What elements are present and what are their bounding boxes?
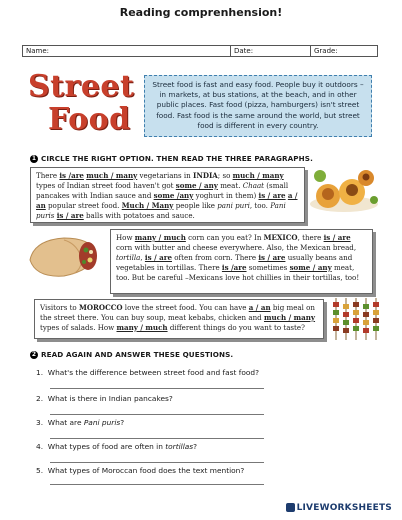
p3-text: Visitors to — [40, 303, 79, 312]
p2-text: , there — [297, 233, 324, 242]
country-india: INDIA — [193, 171, 218, 180]
term-pani-puris: Pani puris — [36, 200, 286, 220]
option-is-are[interactable]: is / are — [323, 233, 351, 242]
page-title: Reading comprenhension! — [119, 6, 283, 19]
answer-line-5[interactable] — [50, 484, 264, 485]
option-is-are[interactable]: is / are — [56, 210, 84, 220]
option-some-any[interactable]: some / any — [289, 262, 332, 272]
question-number: 4. — [36, 442, 44, 451]
p2-text: , — [140, 252, 145, 262]
date-field[interactable]: Date: — [231, 46, 311, 56]
question-3 — [36, 418, 124, 427]
p1-text: (small pancakes with Indian sauce and — [36, 180, 289, 200]
question-2 — [36, 394, 173, 403]
question-term: Pani puris — [83, 418, 121, 427]
p2-text: often from corn. There — [172, 252, 259, 262]
p2-text: meat, too. But be careful –Mexicans love hot chillies in their tortillas, too! — [116, 262, 360, 282]
p1-text: ; so — [217, 171, 233, 180]
question-5 — [36, 466, 244, 475]
p3-text: types of salads. How — [40, 322, 117, 332]
paragraph-mexico — [110, 229, 373, 294]
paragraph-india — [30, 167, 305, 223]
question-number: 5. — [36, 466, 44, 475]
p2-text: corn can you eat? In — [185, 233, 264, 242]
section1-heading — [30, 154, 313, 163]
p1-text: people like — [173, 200, 218, 210]
question-number: 1. — [36, 368, 44, 377]
liveworksheets-logo — [286, 503, 392, 513]
question-number: 3. — [36, 418, 44, 427]
option-much-many[interactable]: much / many — [263, 312, 316, 322]
p2-text: corn with butter and cheese everywhere. Also, the Mexican bread, — [116, 242, 357, 252]
option-much-many[interactable]: much / many — [232, 171, 284, 180]
p3-text: big meal on the street there. You can buy soup, meat kebabs, chicken and — [40, 303, 316, 322]
option-many-much[interactable]: many / much — [134, 233, 186, 242]
question-4 — [36, 442, 197, 451]
tortilla-image — [24, 230, 102, 282]
answer-line-1[interactable] — [50, 388, 264, 389]
p1-text: yoghurt in them) — [193, 190, 259, 200]
p1-text: popular street food. — [45, 200, 122, 210]
term-tortilla: tortilla — [116, 252, 141, 262]
question-text: What types of Moroccan food does the text mention? — [47, 466, 245, 475]
option-is-are[interactable]: is / are — [258, 190, 286, 200]
option-a-an[interactable]: a / an — [248, 303, 271, 312]
option-much-many[interactable]: Much / Many — [121, 200, 174, 210]
term-chaat: Chaat — [242, 180, 265, 190]
option-is-are[interactable]: is /are — [59, 171, 84, 180]
question-1 — [36, 368, 259, 377]
answer-line-2[interactable] — [50, 414, 264, 415]
p1-text: balls with potatoes and sauce. — [83, 210, 195, 220]
option-many-much[interactable]: many / much — [116, 322, 168, 332]
answer-line-3[interactable] — [50, 438, 264, 439]
p1-text: There — [36, 171, 60, 180]
hero-title-food: Food — [48, 102, 131, 137]
p3-text: love the street food. You can have — [122, 303, 249, 312]
p1-text: vegetarians in — [137, 171, 194, 180]
section1-number: 1 — [31, 155, 37, 162]
p1-text: types of Indian street food haven't got — [36, 180, 176, 190]
question-text: What's the difference between street food and fast food? — [47, 368, 260, 377]
option-is-are[interactable]: is /are — [221, 262, 247, 272]
student-info-row — [22, 45, 378, 57]
p2-text: How — [116, 233, 135, 242]
section2-heading — [30, 350, 233, 359]
paragraph-morocco — [34, 299, 324, 339]
option-is-are[interactable]: is / are — [258, 252, 286, 262]
option-is-are[interactable]: is / are — [144, 252, 172, 262]
country-mexico: MEXICO — [263, 233, 298, 242]
option-much-many[interactable]: much / many — [86, 171, 138, 180]
intro-box: Street food is fast and easy food. People buy it outdoors –in markets, at bus stations, at the beach, and in other public places. Fast food (pizza, hamburgers) isn't street food. Fast food is the same around the world, but street food is different in every country. — [144, 75, 372, 137]
p1-text: meat. — [217, 180, 243, 190]
country-morocco: MOROCCO — [78, 303, 123, 312]
name-field[interactable]: Name: — [23, 46, 231, 56]
kebab-image — [330, 296, 386, 342]
grade-field[interactable]: Grade: — [314, 47, 338, 55]
term-pani-puri: pani puri — [217, 200, 250, 210]
question-text: What are — [47, 418, 84, 427]
question-text: ? — [193, 442, 198, 451]
question-number: 2. — [36, 394, 44, 403]
p1-text: , too. — [249, 200, 271, 210]
logo-text: LIVEWORKSHEETS — [296, 503, 392, 513]
p2-text: usually beans and vegetables in tortillas. There — [116, 252, 353, 272]
section1-heading-text: CIRCLE THE RIGHT OPTION. THEN READ THE THREE PARAGRAPHS. — [41, 154, 313, 163]
hero-title-street: Street — [28, 69, 135, 104]
pani-puri-image — [308, 164, 380, 214]
answer-line-4[interactable] — [50, 462, 264, 463]
question-text: ? — [120, 418, 125, 427]
question-term: tortillas — [165, 442, 194, 451]
option-some-any[interactable]: some / any — [175, 180, 218, 190]
p2-text: sometimes — [246, 262, 290, 272]
option-some-any[interactable]: some /any — [153, 190, 194, 200]
p3-text: different things do you want to taste? — [167, 322, 305, 332]
question-text: What is there in Indian pancakes? — [47, 394, 173, 403]
logo-icon — [286, 503, 295, 512]
question-text: What types of food are often in — [47, 442, 166, 451]
section2-heading-text: READ AGAIN AND ANSWER THESE QUESTIONS. — [41, 350, 234, 359]
section2-number: 2 — [31, 351, 37, 358]
option-a-an[interactable]: a / an — [36, 190, 298, 210]
